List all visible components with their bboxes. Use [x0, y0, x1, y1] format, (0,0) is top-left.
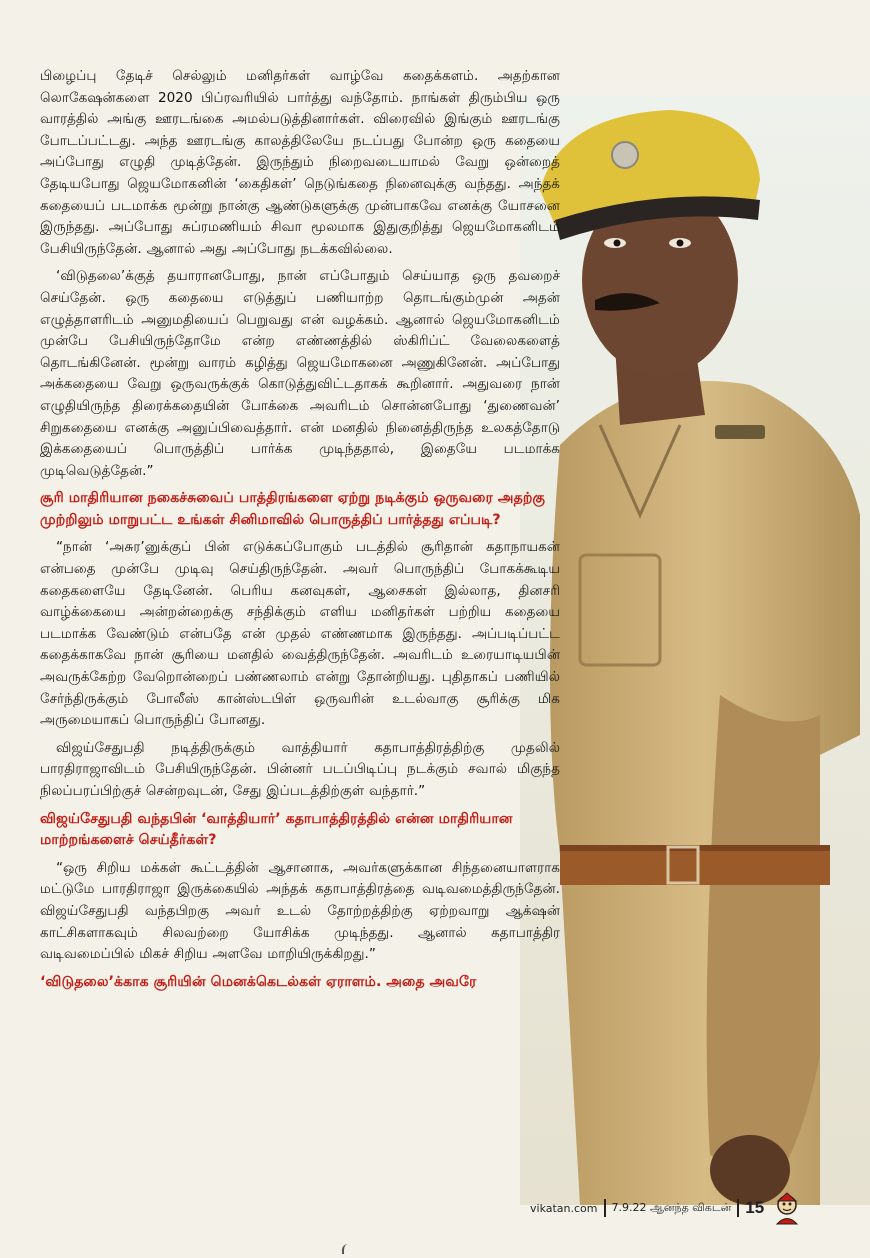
article-paragraph: ‘விடுதலை’க்குத் தயாரானபோது, நான் எப்போதும் செய்யாத ஒரு தவறைச் செய்தேன். ஒரு கதையை எடுத்துப் பணியாற்ற தொடங்கும்முன் அதன் எழுத்தாளரிடம் அனுமதியைப் பெறுவது என் வழக்கம். ஆனால் ஜெயமோகனிடம் முன்பே பேசியிருந்தோமே என்ற எண்ணத்தில் ஸ்கிரிப்ட் வேலைகளைத் தொடங்கினேன். மூன்று வாரம் கழித்து ஜெயமோகனை அணுகினேன். அப்போது அக்கதையை வேறு ஒருவருக்குக் கொடுத்துவிட்டதாகக் கூறினார். அதுவரை நான் எழுதியிருந்த திரைக்கதையின் போக்கை அவரிடம் சொன்னபோது ‘துணைவன்’ சிறுகதையை எனக்கு அனுப்பிவைத்தார். என் மனதில் நினைத்திருந்த உலகத்தோடு இக்கதையைப் பொருத்திப் பார்க்க முடிந்ததால், இதையே படமாக்க முடிவெடுத்தேன்.”	[40, 268, 560, 479]
footer-divider	[604, 1199, 606, 1217]
article-paragraph: “நான் ‘அசுர’னுக்குப் பின் எடுக்கப்போகும் படத்தில் சூரிதான் கதாநாயகன் என்பதை முன்பே முடிவு செய்திருந்தேன். அவர் பொருந்திப் போகக்கூடிய கதைகளையே தேடினேன். பெரிய கனவுகள், ஆசைகள் இல்லாத, தினசரி வாழ்க்கையை அன்றன்றைக்கு சந்திக்கும் எளிய மனிதர்கள் பற்றிய கதையை படமாக்க வேண்டும் என்பதே என் முதல் எண்ணமாக இருந்தது. அப்படிப்பட்ட கதைக்காகவே நான் சூரியை மனதில் வைத்திருந்தேன். அவரிடம் உரையாடியபின் அவருக்கேற்ற வேறொன்றைப் பண்ணலாம் என்று தோன்றியது. புதிதாகப் பணியில் சேர்ந்திருக்கும் போலீஸ் கான்ஸ்டபிள் ஒருவரின் உடல்வாகு சூரிக்கு மிக அருமையாகப் பொருந்திப் போனது.	[40, 539, 560, 729]
footer-divider	[737, 1199, 739, 1217]
article-paragraph: “ஒரு சிறிய மக்கள் கூட்டத்தின் ஆசானாக, அவர்களுக்கான சிந்தனையாளராக மட்டுமே பாரதிராஜா இருக்கையில் அந்தக் கதாபாத்திரத்தை வடிவமைத்திருந்தேன். விஜய்சேதுபதி வந்தபிறகு அவர் உடல் தோற்றத்திற்கு ஏற்றவாறு ஆக்‌ஷன் காட்சிகளாகவும் சிலவற்றை யோசிக்க முடிந்தது. ஆனால் கதாபாத்திர வடிவமைப்பில் மிகச் சிறிய அளவே மாறியிருக்கிறது.”	[40, 859, 560, 963]
interview-question: விஜய்சேதுபதி வந்தபின் ‘வாத்தியார்’ கதாபாத்திரத்தில் என்ன மாதிரியான மாற்றங்களைச் செய்தீர்கள்?	[40, 810, 513, 849]
page-mark	[342, 1244, 352, 1254]
footer-issue: 7.9.22 ஆனந்த விகடன்	[611, 1200, 732, 1214]
page-footer	[530, 1195, 804, 1221]
article-paragraph: பிழைப்பு தேடிச் செல்லும் மனிதர்கள் வாழ்வே கதைக்களம். அதற்கான லொகேஷன்களை 2020 பிப்ரவரியில் பார்த்து வந்தோம். நாங்கள் திரும்பிய ஒரு வாரத்தில் அங்கு ஊரடங்கை அமல்படுத்தினார்கள். விரைவில் இங்கும் ஊரடங்கு போடப்பட்டது. அந்த ஊரடங்கு காலத்திலேயே நடப்பது போன்ற ஒரு கதையை அப்போது எழுதி முடித்தேன். இருந்தும் நிறைவடையாமல் வேறு ஒன்றைத் தேடியபோது ஜெயமோகனின் ‘கைதிகள்’ நெடுங்கதை நினைவுக்கு வந்தது. அந்தக் கதையைப் படமாக்க மூன்று நான்கு ஆண்டுகளுக்கு முன்பாகவே எனக்கு யோசனை இருந்தது. அப்போது சுப்ரமணியம் சிவா மூலமாக இதுகுறித்து ஜெயமோகனிடம் பேசியிருந்தேன். ஆனால் அது அப்போது நடக்கவில்லை.	[40, 68, 560, 257]
article-text-column	[40, 66, 560, 999]
article-paragraph: விஜய்சேதுபதி நடித்திருக்கும் வாத்தியார் கதாபாத்திரத்திற்கு முதலில் பாரதிராஜாவிடம் பேசியிருந்தேன். பின்னர் படப்பிடிப்பு நடக்கும் சவால் மிகுந்த நிலப்பரப்பிற்குச் சென்றவுடன், சேது இப்படத்திற்குள் வந்தார்.”	[40, 739, 560, 799]
vikatan-mascot-icon	[770, 1191, 804, 1225]
footer-site: vikatan.com	[530, 1201, 598, 1215]
interview-question-fragment: ‘விடுதலை’க்காக சூரியின் மெனக்கெடல்கள் ஏராளம். அதை அவரே	[40, 973, 477, 990]
interview-question: சூரி மாதிரியான நகைச்சுவைப் பாத்திரங்களை ஏற்று நடிக்கும் ஒருவரை அதற்கு முற்றிலும் மாறுபட்ட உங்கள் சினிமாவில் பொருத்திப் பார்த்தது எப்படி?	[40, 490, 546, 528]
page-number: 15	[745, 1198, 765, 1217]
officer-photo	[520, 95, 870, 1205]
